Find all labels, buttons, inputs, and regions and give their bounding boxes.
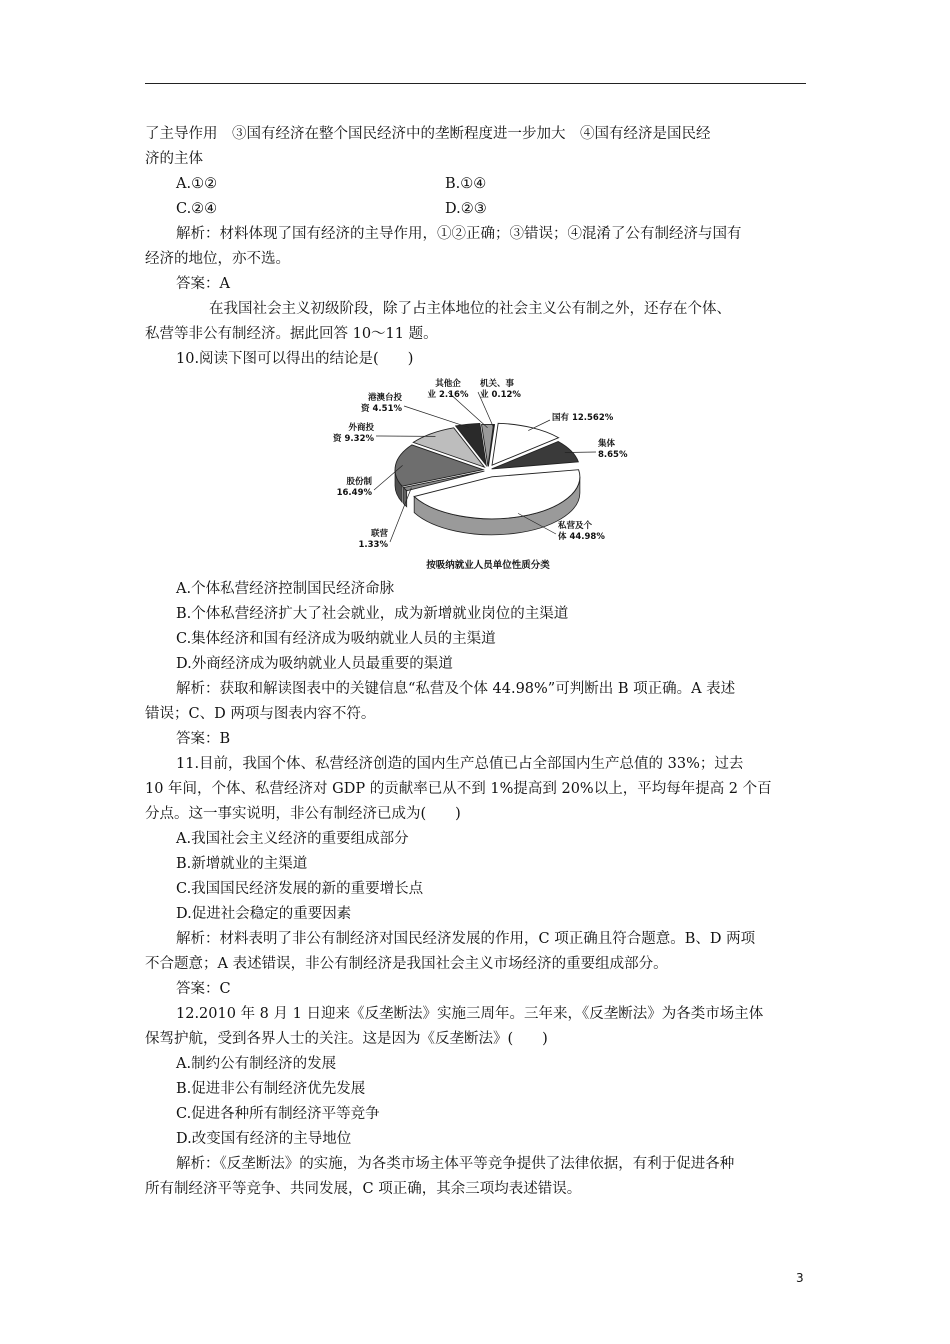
question-12: 12.2010 年 8 月 1 日迎来《反垄断法》实施三周年。三年来，《反垄断法》为各类市场主体 <box>176 1006 764 1022</box>
option-d: D.改变国有经济的主导地位 <box>176 1131 352 1147</box>
slice-label: 机关、事 <box>480 379 515 389</box>
option-b: B.个体私营经济扩大了社会就业，成为新增就业岗位的主渠道 <box>176 606 569 622</box>
header-rule <box>145 83 806 84</box>
answer-line: 答案：A <box>176 276 230 292</box>
option-c: C.我国国民经济发展的新的重要增长点 <box>176 881 424 897</box>
slice-label: 外商投 <box>348 423 374 433</box>
leader-line <box>528 420 550 431</box>
analysis-line: 解析：材料体现了国有经济的主导作用，①②正确；③错误；④混淆了公有制经济与国有 <box>176 226 742 242</box>
slice-label: 集体 <box>598 439 616 449</box>
page-number: 3 <box>796 1271 804 1285</box>
slice-label: 资 9.32% <box>333 434 374 444</box>
option-a: A.①② <box>176 176 218 192</box>
slice-label: 体 44.98% <box>558 532 605 542</box>
slice-label: 港澳台投 <box>367 393 402 403</box>
intro-line: 在我国社会主义初级阶段，除了占主体地位的社会主义公有制之外，还存在个体、 <box>209 301 731 317</box>
option-a: A.制约公有制经济的发展 <box>176 1056 337 1072</box>
analysis-line: 错误；C、D 两项与图表内容不符。 <box>145 706 376 722</box>
option-a: A.个体私营经济控制国民经济命脉 <box>176 581 395 597</box>
slice-label: 8.65% <box>598 450 628 460</box>
chart-title: 按吸纳就业人员单位性质分类 <box>426 560 550 571</box>
slice-label: 16.49% <box>336 488 372 498</box>
option-c: C.促进各种所有制经济平等竞争 <box>176 1106 380 1122</box>
option-b: B.新增就业的主渠道 <box>176 856 308 872</box>
option-c: C.集体经济和国有经济成为吸纳就业人员的主渠道 <box>176 631 496 647</box>
analysis-line: 经济的地位，亦不选。 <box>145 251 290 267</box>
analysis-line: 解析：材料表明了非公有制经济对国民经济发展的作用，C 项正确且符合题意。B、D 两项 <box>176 931 756 947</box>
question-12-line: 保驾护航，受到各界人士的关注。这是因为《反垄断法》( ) <box>145 1031 548 1047</box>
analysis-line: 解析：《反垄断法》的实施，为各类市场主体平等竞争提供了法律依据，有利于促进各种 <box>176 1156 735 1172</box>
slice-label: 私营及个 <box>558 521 593 531</box>
slice-label: 股份制 <box>346 477 372 487</box>
question-10: 10.阅读下图可以得出的结论是( ) <box>176 351 414 367</box>
option-c: C.②④ <box>176 201 218 217</box>
option-d: D.②③ <box>445 201 487 217</box>
slice-label: 资 4.51% <box>361 404 402 414</box>
option-b: B.①④ <box>445 176 487 192</box>
text-line: 济的主体 <box>145 151 203 167</box>
question-11: 11.目前，我国个体、私营经济创造的国内生产总值已占全部国内生产总值的 33%；过去 <box>176 756 744 772</box>
pie-chart <box>330 378 630 578</box>
question-11-line: 分点。这一事实说明，非公有制经济已成为( ) <box>145 806 461 822</box>
question-11-line: 10 年间，个体、私营经济对 GDP 的贡献率已从不到 1%提高到 20%以上，平均每年提高 2 个百 <box>145 781 772 797</box>
intro-line: 私营等非公有制经济。据此回答 10～11 题。 <box>145 326 438 342</box>
leader-line <box>404 406 469 428</box>
analysis-line: 不合题意；A 表述错误，非公有制经济是我国社会主义市场经济的重要组成部分。 <box>145 956 668 972</box>
answer-line: 答案：B <box>176 731 231 747</box>
answer-line: 答案：C <box>176 981 231 997</box>
slice-label: 业 0.12% <box>480 390 521 400</box>
analysis-line: 解析：获取和解读图表中的关键信息“私营及个体 44.98%”可判断出 B 项正确。A 表述 <box>176 681 736 697</box>
option-a: A.我国社会主义经济的重要组成部分 <box>176 831 409 847</box>
slice-label: 业 2.16% <box>427 390 469 400</box>
slice-label: 其他企 <box>435 379 461 389</box>
analysis-line: 所有制经济平等竞争、共同发展，C 项正确，其余三项均表述错误。 <box>145 1181 582 1197</box>
option-d: D.外商经济成为吸纳就业人员最重要的渠道 <box>176 656 453 672</box>
option-b: B.促进非公有制经济优先发展 <box>176 1081 366 1097</box>
option-d: D.促进社会稳定的重要因素 <box>176 906 352 922</box>
text-line: 了主导作用 ③国有经济在整个国民经济中的垄断程度进一步加大 ④国有经济是国民经 <box>145 126 711 142</box>
slice-label: 国有 12.562% <box>552 413 614 423</box>
slice-label: 联营 <box>370 529 388 539</box>
slice-label: 1.33% <box>358 540 388 550</box>
